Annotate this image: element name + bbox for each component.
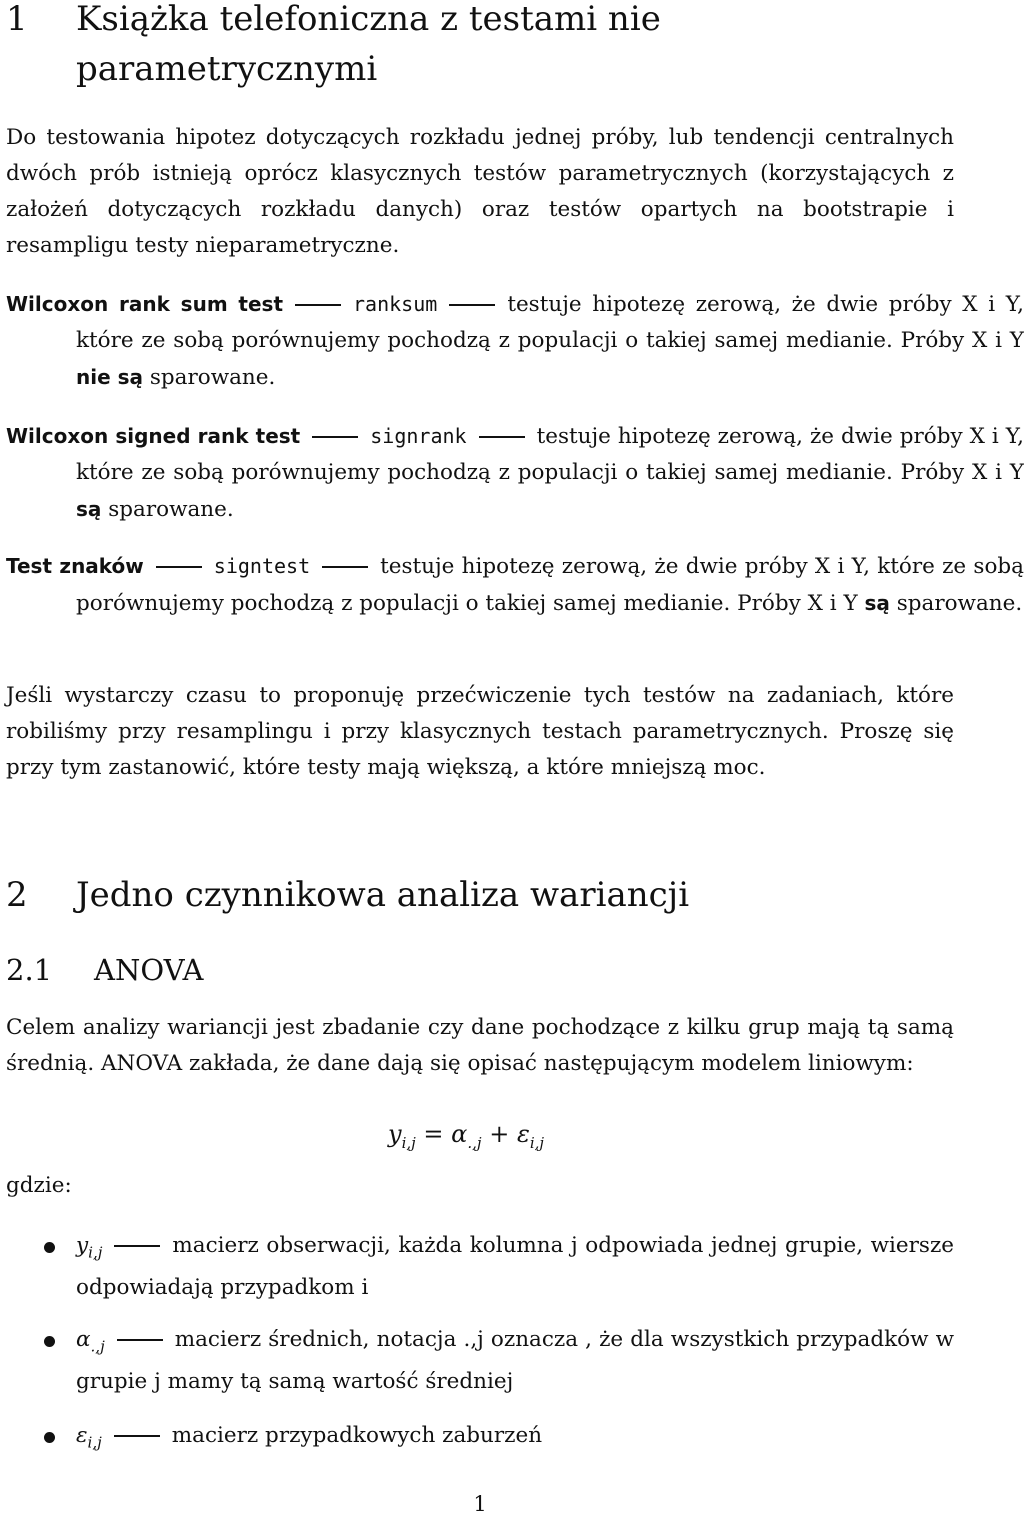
test-entry-signrank [6, 418, 1024, 528]
paired-status: są [76, 497, 102, 521]
em-dash [312, 436, 358, 438]
section-1-heading [6, 0, 954, 94]
test-description: testuje hipotezę zerową, że dwie próby X i Y, które ze sobą porównujemy pochodzą z populacji o takiej samej medianie. Próby X i Y [76, 424, 1024, 485]
section-number: 2 [6, 875, 28, 915]
test-name: Test znaków [6, 554, 144, 578]
intro-paragraph: Do testowania hipotez dotyczących rozkładu jednej próby, lub tendencji centralnych dwóch prób istnieją oprócz klasycznych testów parametrycznych (korzystających z założeń dotyczących rozkładu danych) oraz testów opartych na bootstrapie i resampligu testy nieparametryczne. [6, 125, 954, 258]
em-dash [114, 1435, 160, 1437]
em-dash [156, 566, 202, 568]
equation-text: $y_{i,j} = \alpha_{.,j} + \varepsilon_{i,j}$ [388, 1120, 545, 1152]
section-title: Jedno czynnikowa analiza wariancji [76, 875, 690, 915]
section-2-heading [6, 874, 954, 918]
definition-symbol: y [76, 1233, 89, 1258]
em-dash [322, 566, 368, 568]
test-description: testuje hipotezę zerową, że dwie próby X i Y, które ze sobą porównujemy pochodzą z populacji o takiej samej medianie. Próby X i Y [76, 554, 1024, 616]
test-entry-signtest [6, 548, 1024, 622]
test-command: signrank [370, 424, 467, 448]
definition-subscript: i,j [87, 1433, 102, 1452]
test-entry-ranksum [6, 286, 1024, 396]
subsection-number: 2.1 [6, 953, 53, 987]
definition-symbol: α [76, 1327, 91, 1352]
model-equation [6, 1120, 954, 1160]
definition-symbol: ε [76, 1423, 88, 1448]
em-dash [449, 304, 495, 306]
paired-status: nie są [76, 365, 144, 389]
definition-subscript: .,j [90, 1337, 105, 1356]
bullet-icon [44, 1242, 55, 1253]
anova-paragraph: Celem analizy wariancji jest zbadanie czy dane pochodzące z kilku grup mają tą samą średnią. ANOVA zakłada, że dane dają się opisać następującym modelem liniowym: [6, 1015, 954, 1076]
subsection-title: ANOVA [94, 953, 204, 987]
em-dash [295, 304, 341, 306]
em-dash [117, 1339, 163, 1341]
definition-text: macierz średnich, notacja .,j oznacza , że dla wszystkich przypadków w grupie j mamy tą samą wartość średniej [76, 1327, 954, 1395]
definition-item [6, 1322, 954, 1400]
definition-item [6, 1418, 954, 1460]
test-name: Wilcoxon rank sum test [6, 292, 284, 316]
test-suffix: sparowane. [889, 591, 1023, 616]
subsection-2-1-heading [6, 950, 954, 992]
test-suffix: sparowane. [101, 497, 234, 522]
test-suffix: sparowane. [143, 365, 276, 390]
test-command: signtest [213, 554, 311, 578]
definition-subscript: i,j [88, 1243, 103, 1262]
bullet-icon [44, 1336, 55, 1347]
section-title: Książka telefoniczna z testami nie parametrycznymi [76, 0, 661, 89]
page-number: 1 [473, 1492, 487, 1516]
definition-item [6, 1228, 954, 1306]
section-number: 1 [6, 0, 28, 39]
em-dash [114, 1245, 160, 1247]
test-description: testuje hipotezę zerową, że dwie próby X i Y, które ze sobą porównujemy pochodzą z populacji o takiej samej medianie. Próby X i Y [76, 292, 1024, 353]
closing-paragraph: Jeśli wystarczy czasu to proponuję przećwiczenie tych testów na zadaniach, które robiliśmy przy resamplingu i przy klasycznych testach parametrycznych. Proszę się przy tym zastanowić, które testy mają większą, a które mniejszą moc. [6, 683, 954, 780]
test-command: ranksum [353, 292, 438, 316]
definition-text: macierz przypadkowych zaburzeń [171, 1423, 543, 1448]
em-dash [479, 436, 525, 438]
paired-status: są [864, 591, 890, 615]
test-name: Wilcoxon signed rank test [6, 424, 301, 448]
bullet-icon [44, 1432, 55, 1443]
definition-text: macierz obserwacji, każda kolumna j odpowiada jednej grupie, wiersze odpowiadają przypadkom i [76, 1233, 954, 1301]
where-label: gdzie: [6, 1173, 72, 1198]
